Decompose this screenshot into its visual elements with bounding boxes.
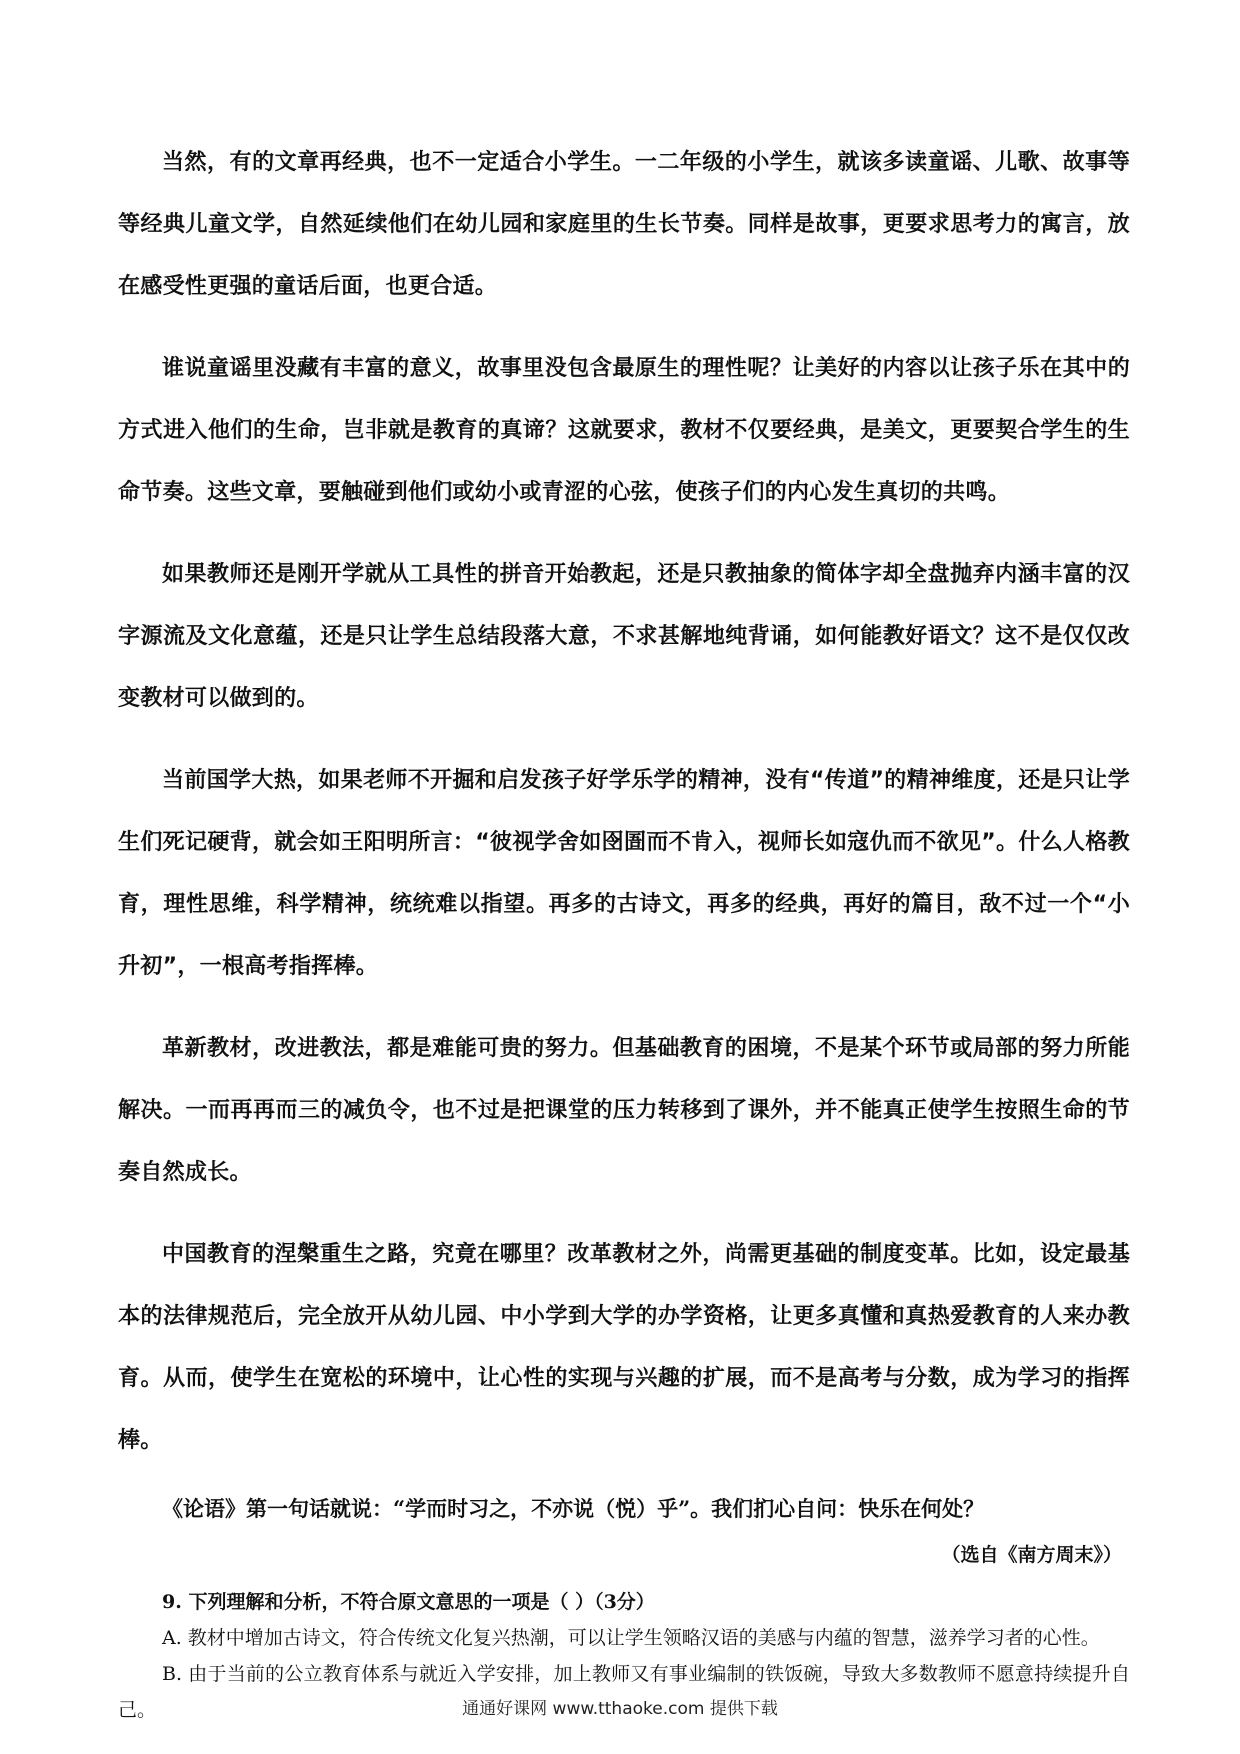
option-b: B. 由于当前的公立教育体系与就近入学安排，加上教师又有事业编制的铁饭碗，导致大多数教师不愿意持续提升自己。: [118, 1663, 1130, 1721]
article-body: [118, 132, 1130, 1728]
paragraph-2: 谁说童谣里没藏有丰富的意义，故事里没包含最原生的理性呢？让美好的内容以让孩子乐在其中的方式进入他们的生命，岂非就是教育的真谛？这就要求，教材不仅要经典，是美文，更要契合学生的生命节奏。这些文章，要触碰到他们或幼小或青涩的心弦，使孩子们的内心发生真切的共鸣。: [118, 356, 1130, 505]
option-a: A. 教材中增加古诗文，符合传统文化复兴热潮，可以让学生领略汉语的美感与内蕴的智慧，滋养学习者的心性。: [162, 1627, 1100, 1649]
source-citation: （选自《南方周末》）: [941, 1544, 1122, 1566]
paragraph-3: 如果教师还是刚开学就从工具性的拼音开始教起，还是只教抽象的简体字却全盘抛弃内涵丰富的汉字源流及文化意蕴，还是只让学生总结段落大意，不求甚解地纯背诵，如何能教好语文？这不是仅仅改变教材可以做到的。: [118, 562, 1130, 711]
closing-line: 《论语》第一句话就说：“学而时习之，不亦说（悦）乎”。我们扪心自问：快乐在何处？: [162, 1496, 985, 1521]
page-footer: 通通好课网 www.tthaoke.com 提供下载: [462, 1699, 778, 1719]
paragraph-5: 革新教材，改进教法，都是难能可贵的努力。但基础教育的困境，不是某个环节或局部的努力所能解决。一而再再而三的减负令，也不过是把课堂的压力转移到了课外，并不能真正使学生按照生命的节奏自然成长。: [118, 1036, 1130, 1185]
paragraph-1: 当然，有的文章再经典，也不一定适合小学生。一二年级的小学生，就该多读童谣、儿歌、故事等等经典儿童文学，自然延续他们在幼儿园和家庭里的生长节奏。同样是故事，更要求思考力的寓言，放在感受性更强的童话后面，也更合适。: [118, 150, 1130, 299]
paragraph-6: 中国教育的涅槃重生之路，究竟在哪里？改革教材之外，尚需更基础的制度变革。比如，设定最基本的法律规范后，完全放开从幼儿园、中小学到大学的办学资格，让更多真懂和真热爱教育的人来办教育。从而，使学生在宽松的环境中，让心性的实现与兴趣的扩展，而不是高考与分数，成为学习的指挥棒。: [118, 1242, 1130, 1453]
paragraph-4: 当前国学大热，如果老师不开掘和启发孩子好学乐学的精神，没有“传道”的精神维度，还是只让学生们死记硬背，就会如王阳明所言：“彼视学舍如囹圄而不肯入，视师长如寇仇而不欲见”。什么人格教育，理性思维，科学精神，统统难以指望。再多的古诗文，再多的经典，再好的篇目，敌不过一个“小升初”，一根高考指挥棒。: [118, 768, 1130, 979]
question-stem: 9. 下列理解和分析，不符合原文意思的一项是（ ）（3分）: [162, 1591, 655, 1613]
